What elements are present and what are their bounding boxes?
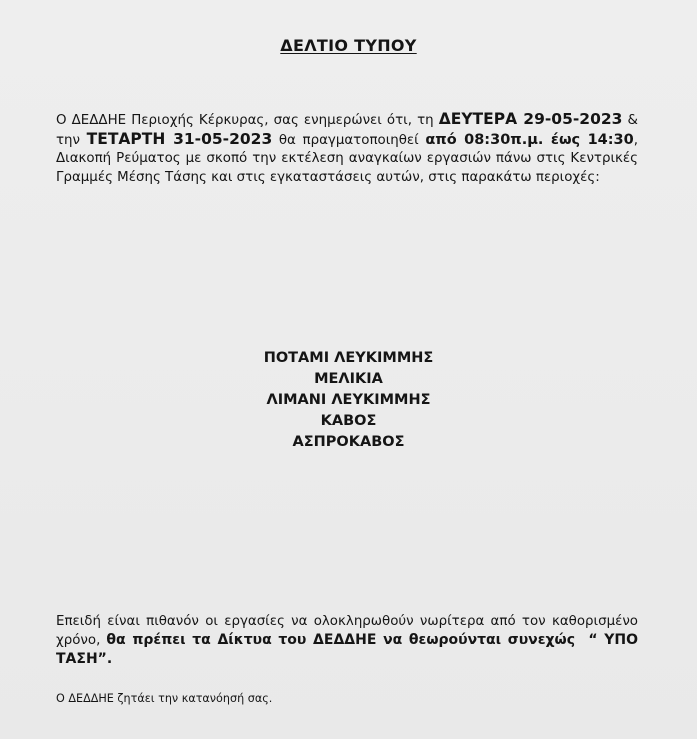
outage-date-1: ΔΕΥΤΕΡΑ 29-05-2023 xyxy=(438,110,623,128)
outage-date-2: ΤΕΤΑΡΤΗ 31-05-2023 xyxy=(86,130,273,149)
outage-time: από 08:30π.μ. έως 14:30 xyxy=(425,132,634,149)
list-item: ΠΟΤΑΜΙ ΛΕΥΚΙΜΜΗΣ xyxy=(263,350,434,366)
closing-warning: θα πρέπει τα Δίκτυα του ΔΕΔΔΗΕ να θεωρούνται συνεχώς “ ΥΠΟ ΤΑΣΗ”. xyxy=(56,632,638,667)
intro-text-1: Ο ΔΕΔΔΗΕ Περιοχής Κέρκυρας, σας ενημερώνει ότι, τη xyxy=(56,113,439,128)
intro-paragraph xyxy=(56,110,638,187)
affected-areas-list xyxy=(0,348,697,453)
closing-text: Επειδή είναι πιθανόν οι εργασίες να ολοκληρωθούν νωρίτερα από τον καθορισμένο χρόνο, xyxy=(56,614,638,648)
intro-text-2: & την xyxy=(56,113,638,149)
list-item: ΛΙΜΑΝΙ ΛΕΥΚΙΜΜΗΣ xyxy=(266,392,431,408)
intro-text-3: θα πραγματοποιηθεί xyxy=(272,133,426,149)
closing-paragraph xyxy=(56,612,638,669)
list-item: ΑΣΠΡΟΚΑΒΟΣ xyxy=(292,434,405,450)
document-title: ΔΕΛΤΙΟ ΤΥΠΟΥ xyxy=(280,36,417,55)
list-item: ΚΑΒΟΣ xyxy=(320,413,377,429)
intro-text-4: , Διακοπή Ρεύματος με σκοπό την εκτέλεση αναγκαίων εργασιών πάνω στις Κεντρικές Γραμμές Μέσης Τάσης και στις εγκαταστάσεις αυτών, στις παρακάτω περιοχές: xyxy=(56,133,638,185)
footer-note: Ο ΔΕΔΔΗΕ ζητάει την κατανόησή σας. xyxy=(56,692,273,705)
list-item: ΜΕΛΙΚΙΑ xyxy=(314,371,383,387)
